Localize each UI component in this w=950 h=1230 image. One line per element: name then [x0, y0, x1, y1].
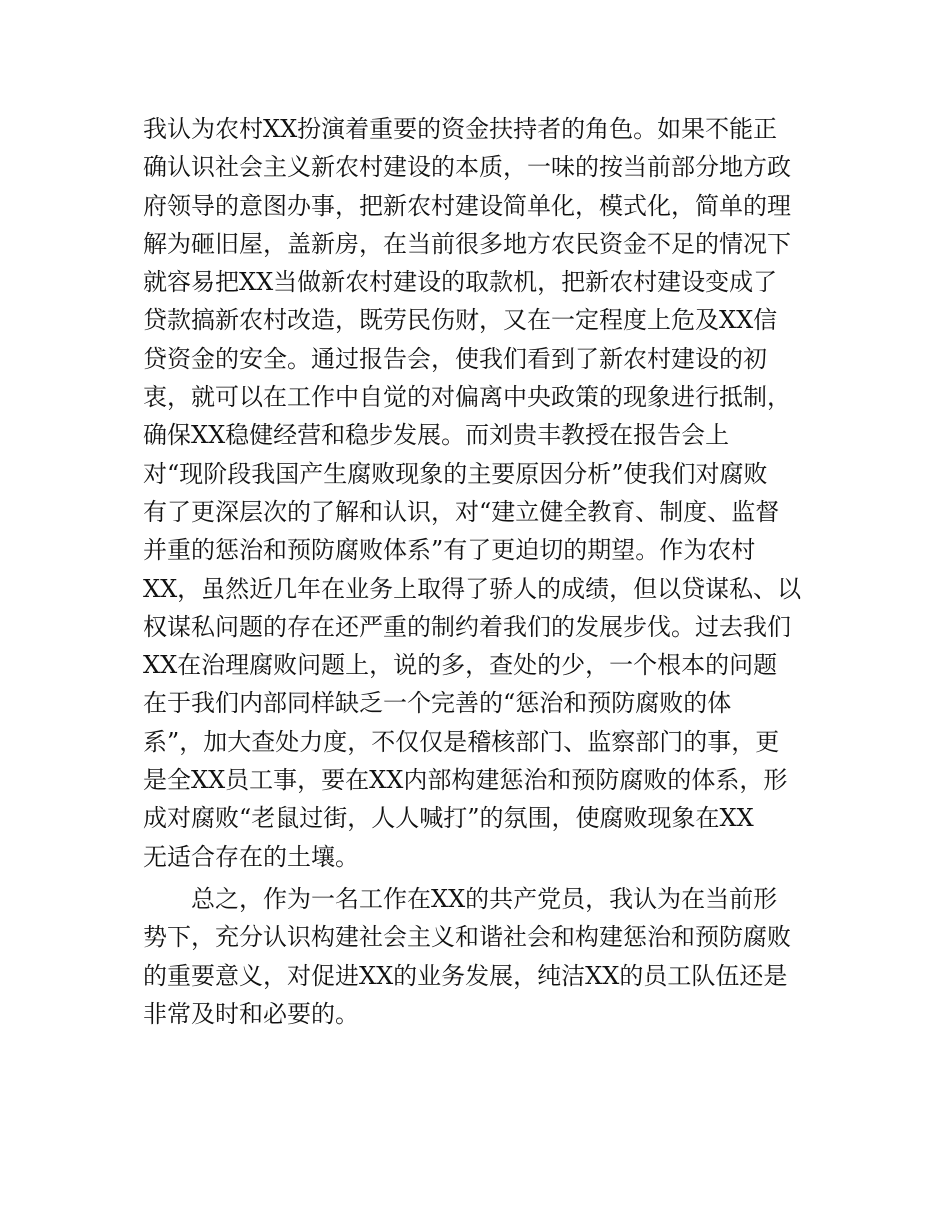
text-line: 在于我们内部同样缺乏一个完善的“惩治和预防腐败的体 [143, 689, 732, 718]
text-line: XX在治理腐败问题上，说的多，查处的少，一个根本的问题 [143, 651, 778, 680]
paragraph-1 [143, 110, 823, 876]
text-line: 系”，加大查处力度，不仅仅是稽核部门、监察部门的事，更 [143, 727, 780, 756]
text-line: 解为砸旧屋，盖新房，在当前很多地方农民资金不足的情况下 [143, 229, 791, 258]
text-line: 总之，作为一名工作在XX的共产党员，我认为在当前形 [191, 884, 778, 913]
text-line: 府领导的意图办事，把新农村建设简单化，模式化，简单的理 [143, 191, 791, 220]
body-text [143, 110, 823, 1033]
text-line: 就容易把XX当做新农村建设的取款机，把新农村建设变成了 [143, 268, 778, 297]
text-line: 势下，充分认识构建社会主义和谐社会和构建惩治和预防腐败 [143, 923, 791, 952]
text-line: 确认识社会主义新农村建设的本质，一味的按当前部分地方政 [143, 153, 791, 182]
text-line: 贷资金的安全。通过报告会，使我们看到了新农村建设的初 [143, 344, 767, 373]
text-line: 有了更深层次的了解和认识，对“建立健全教育、制度、监督 [143, 497, 780, 526]
paragraph-2 [143, 880, 823, 1033]
text-line: 是全XX员工事，要在XX内部构建惩治和预防腐败的体系，形 [143, 766, 788, 795]
text-line: 权谋私问题的存在还严重的制约着我们的发展步伐。过去我们 [143, 612, 791, 641]
text-line: 我认为农村XX扮演着重要的资金扶持者的角色。如果不能正 [143, 115, 778, 143]
text-line: XX，虽然近几年在业务上取得了骄人的成绩，但以贷谋私、以 [143, 574, 802, 603]
text-line: 确保XX稳健经营和稳步发展。而刘贵丰教授在报告会上 [143, 421, 730, 450]
text-line: 并重的惩治和预防腐败体系”有了更迫切的期望。作为农村 [143, 536, 756, 565]
text-line: 贷款搞新农村改造，既劳民伤财，又在一定程度上危及XX信 [143, 306, 778, 335]
text-line: 的重要意义，对促进XX的业务发展，纯洁XX的员工队伍还是 [143, 961, 788, 990]
text-line: 非常及时和必要的。 [143, 999, 359, 1028]
text-line: 成对腐败“老鼠过街，人人喊打”的氛围，使腐败现象在XX [143, 804, 754, 833]
text-line: 无适合存在的土壤。 [143, 842, 359, 871]
text-line: 对“现阶段我国产生腐败现象的主要原因分析”使我们对腐败 [143, 459, 768, 488]
text-line: 衷，就可以在工作中自觉的对偏离中央政策的现象进行抵制， [143, 383, 791, 412]
